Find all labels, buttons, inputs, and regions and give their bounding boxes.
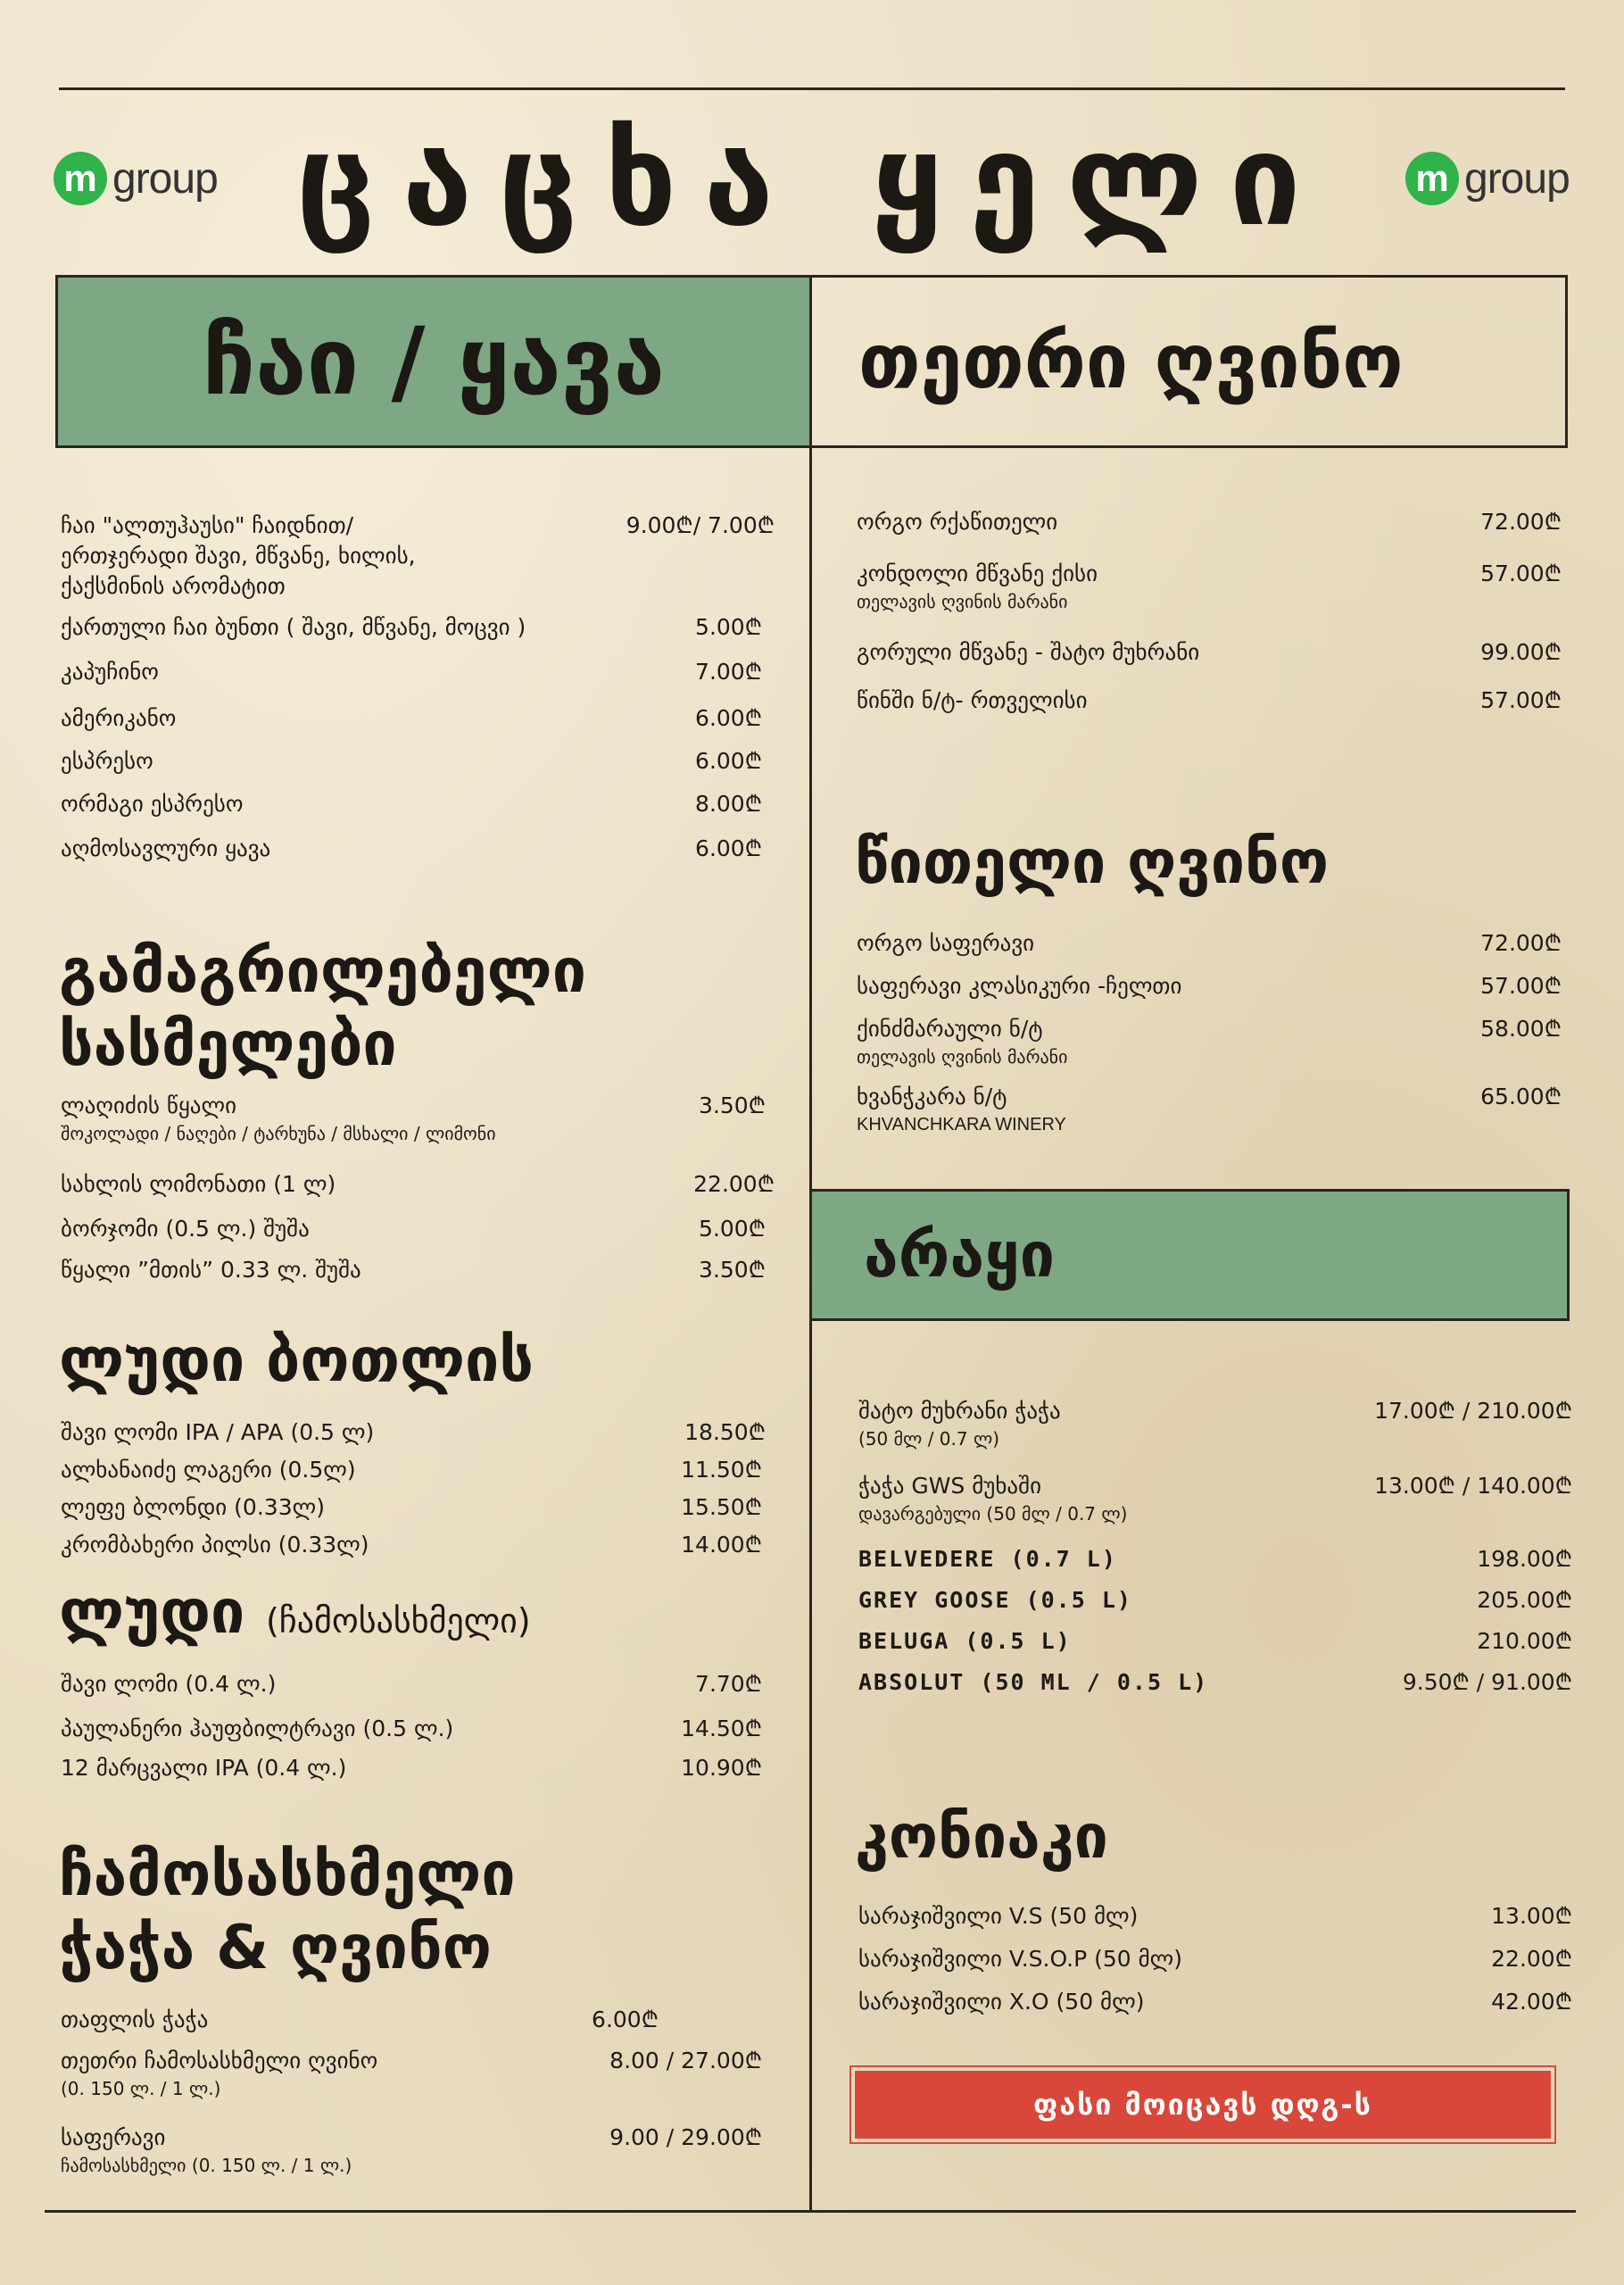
item-name: სარაჯიშვილი V.S.O.P (50 მლ) bbox=[858, 1946, 1183, 1972]
logo-mark-icon: m bbox=[1405, 152, 1459, 205]
item-price: 15.50₾ bbox=[681, 1494, 762, 1520]
item-price: 14.00₾ bbox=[681, 1532, 762, 1558]
menu-item bbox=[858, 1585, 1572, 1616]
item-price: 6.00₾ bbox=[592, 2007, 659, 2032]
menu-item bbox=[61, 2123, 762, 2178]
item-winery: KHVANCHKARA WINERY bbox=[857, 1115, 1066, 1134]
menu-item bbox=[61, 1091, 766, 1146]
menu-item bbox=[61, 1714, 762, 1744]
bottom-rule bbox=[45, 2210, 1576, 2213]
item-name: შავი ლომი (0.4 ლ.) bbox=[61, 1671, 277, 1697]
item-name: სარაჯიშვილი X.O (50 მლ) bbox=[858, 1989, 1145, 2015]
item-name: სარაჯიშვილი V.S (50 მლ) bbox=[858, 1903, 1139, 1929]
draft-beer-title-main: ლუდი bbox=[59, 1577, 245, 1648]
menu-item bbox=[857, 1014, 1562, 1069]
menu-item bbox=[858, 1987, 1572, 2017]
item-name: საფერავი bbox=[61, 2124, 166, 2150]
item-subtitle: დავარგებული (50 მლ / 0.7 ლ) bbox=[858, 1503, 1128, 1525]
item-name: კაპუჩინო bbox=[61, 659, 159, 685]
item-price: 22.00₾ bbox=[693, 1171, 775, 1197]
menu-item bbox=[61, 657, 762, 687]
white-wine-title: თეთრი ღვინო bbox=[858, 318, 1404, 405]
item-price: 13.00₾ / 140.00₾ bbox=[1374, 1473, 1572, 1499]
item-name: ბორჯომი (0.5 ლ.) შუშა bbox=[61, 1216, 310, 1242]
item-price: 7.70₾ bbox=[695, 1671, 762, 1697]
logo-right bbox=[1405, 152, 1570, 205]
menu-item bbox=[857, 928, 1562, 959]
menu-item bbox=[61, 1169, 775, 1200]
item-price: 3.50₾ bbox=[699, 1257, 766, 1283]
item-price: 6.00₾ bbox=[695, 748, 762, 774]
item-subtitle: ჩამოსასხმელი (0. 150 ლ. / 1 ლ.) bbox=[61, 2155, 352, 2176]
item-subtitle: შოკოლადი / ნაღები / ტარხუნა / მსხალი / ლიმონი bbox=[61, 1123, 496, 1144]
spirits-header-box bbox=[809, 1189, 1570, 1321]
bottled-beer-title: ლუდი ბოთლის bbox=[59, 1325, 534, 1396]
menu-item bbox=[61, 1214, 766, 1244]
menu-item bbox=[857, 1082, 1562, 1137]
item-price: 198.00₾ bbox=[1477, 1546, 1572, 1572]
soft-drinks-title-line2: სასმელები bbox=[59, 1010, 397, 1080]
menu-item bbox=[61, 1417, 766, 1448]
item-name: ალხანაიძე ლაგერი (0.5ლ) bbox=[61, 1457, 356, 1483]
item-name: BELUGA (0.5 L) bbox=[858, 1628, 1072, 1654]
item-name: საფერავი კლასიკური -ჩელთი bbox=[857, 973, 1182, 999]
item-name: შავი ლომი IPA / APA (0.5 ლ) bbox=[61, 1419, 375, 1445]
item-name: სახლის ლიმონათი (1 ლ) bbox=[61, 1171, 336, 1197]
item-name: კონდოლი მწვანე ქისი bbox=[857, 561, 1098, 586]
item-price: 210.00₾ bbox=[1477, 1628, 1572, 1654]
item-subtitle: თელავის ღვინის მარანი bbox=[857, 591, 1068, 612]
logo-word: group bbox=[1464, 154, 1570, 203]
item-price: 6.00₾ bbox=[695, 705, 762, 731]
item-price: 57.00₾ bbox=[1480, 973, 1562, 999]
item-price: 14.50₾ bbox=[681, 1716, 762, 1741]
item-price: 72.00₾ bbox=[1480, 509, 1562, 535]
item-name: 12 მარცვალი IPA (0.4 ლ.) bbox=[61, 1755, 347, 1781]
menu-item bbox=[61, 1669, 762, 1699]
menu-item bbox=[61, 2046, 762, 2101]
spirits-title: არაყი bbox=[864, 1218, 1056, 1292]
white-wine-header-box bbox=[809, 275, 1568, 448]
item-price: 5.00₾ bbox=[699, 1216, 766, 1242]
item-name: აღმოსავლური ყავა bbox=[61, 835, 271, 861]
cognac-title: კონიაკი bbox=[855, 1802, 1108, 1873]
item-price: 9.50₾ / 91.00₾ bbox=[1402, 1669, 1572, 1695]
menu-item bbox=[858, 1544, 1572, 1575]
item-name: ხვანჭკარა ნ/ტ bbox=[857, 1084, 1007, 1109]
logo-left bbox=[54, 152, 218, 205]
item-price: 205.00₾ bbox=[1477, 1587, 1572, 1613]
item-name: ABSOLUT (50 ML / 0.5 L) bbox=[858, 1669, 1209, 1695]
item-subtitle: თელავის ღვინის მარანი bbox=[857, 1046, 1068, 1068]
draft-chacha-wine-title-line1: ჩამოსასხმელი bbox=[59, 1840, 516, 1910]
soft-drinks-title bbox=[59, 935, 586, 1082]
menu-item bbox=[61, 1530, 762, 1560]
item-price: 11.50₾ bbox=[681, 1457, 762, 1483]
item-name: BELVEDERE (0.7 L) bbox=[858, 1546, 1117, 1572]
item-name: კრომბახერი პილსი (0.33ლ) bbox=[61, 1532, 369, 1558]
item-name: თაფლის ჭაჭა bbox=[61, 2007, 209, 2032]
item-price: 22.00₾ bbox=[1491, 1946, 1572, 1972]
menu-item bbox=[858, 1944, 1572, 1974]
page-title: ცაცხა ყელი bbox=[296, 107, 1328, 254]
item-name: თეთრი ჩამოსასხმელი ღვინო bbox=[61, 2048, 378, 2073]
item-price: 6.00₾ bbox=[695, 835, 762, 861]
item-price: 18.50₾ bbox=[684, 1419, 766, 1445]
menu-item bbox=[857, 971, 1562, 1001]
item-name: ჭაჭა GWS მუხაში bbox=[858, 1473, 1042, 1499]
item-name: პაულანერი ჰაუფბილტრავი (0.5 ლ.) bbox=[61, 1716, 454, 1741]
menu-item bbox=[857, 686, 1562, 716]
item-name: ჩაი "ალთუჰაუსი" ჩაიდნით/ ერთჯერადი შავი, მწვანე, ხილის, ქაქსმინის არომატით bbox=[61, 512, 416, 599]
red-wine-title: წითელი ღვინო bbox=[855, 827, 1330, 898]
item-price: 65.00₾ bbox=[1480, 1084, 1562, 1109]
menu-item bbox=[61, 2005, 659, 2035]
item-price: 57.00₾ bbox=[1480, 561, 1562, 586]
menu-item bbox=[61, 834, 762, 864]
item-subtitle: (50 მლ / 0.7 ლ) bbox=[858, 1428, 1000, 1450]
item-price: 7.00₾ bbox=[695, 659, 762, 685]
menu-item bbox=[858, 1667, 1572, 1698]
item-name: ორგო საფერავი bbox=[857, 930, 1035, 956]
item-price: 57.00₾ bbox=[1480, 687, 1562, 713]
logo-mark-icon: m bbox=[54, 152, 107, 205]
item-name: წყალი ”მთის” 0.33 ლ. შუშა bbox=[61, 1257, 361, 1283]
menu-item bbox=[858, 1471, 1572, 1526]
menu-item bbox=[61, 511, 775, 602]
item-price: 8.00 / 27.00₾ bbox=[609, 2048, 762, 2073]
soft-drinks-title-line1: გამაგრილებელი bbox=[59, 936, 587, 1007]
item-name: ქართული ჩაი ბუნთი ( შავი, მწვანე, მოცვი ) bbox=[61, 614, 526, 640]
item-price: 5.00₾ bbox=[695, 614, 762, 640]
tea-coffee-header-box bbox=[55, 275, 812, 448]
item-name: GREY GOOSE (0.5 L) bbox=[858, 1587, 1132, 1613]
item-price: 8.00₾ bbox=[695, 791, 762, 817]
item-price: 17.00₾ / 210.00₾ bbox=[1374, 1398, 1572, 1424]
item-name: წინში ნ/ტ- რთველისი bbox=[857, 687, 1088, 713]
menu-item bbox=[61, 1753, 762, 1783]
item-name: ამერიკანო bbox=[61, 705, 177, 731]
item-price: 58.00₾ bbox=[1480, 1016, 1562, 1042]
item-price: 9.00₾/ 7.00₾ bbox=[626, 512, 775, 538]
item-name: ლაღიძის წყალი bbox=[61, 1093, 237, 1118]
item-name: ორმაგი ესპრესო bbox=[61, 791, 244, 817]
item-name: ქინძმარაული ნ/ტ bbox=[857, 1016, 1043, 1042]
menu-item bbox=[858, 1626, 1572, 1657]
item-price: 42.00₾ bbox=[1491, 1989, 1572, 2015]
menu-item bbox=[61, 746, 762, 777]
menu-item bbox=[857, 637, 1562, 668]
item-price: 72.00₾ bbox=[1480, 930, 1562, 956]
menu-item bbox=[61, 1492, 762, 1523]
item-price: 10.90₾ bbox=[681, 1755, 762, 1781]
item-name: ესპრესო bbox=[61, 748, 153, 774]
item-name: შატო მუხრანი ჭაჭა bbox=[858, 1398, 1061, 1424]
top-rule bbox=[59, 87, 1565, 90]
menu-item bbox=[857, 507, 1562, 537]
item-name: გორული მწვანე - შატო მუხრანი bbox=[857, 639, 1200, 665]
item-name: ორგო რქაწითელი bbox=[857, 509, 1058, 535]
draft-chacha-wine-title-line2: ჭაჭა & ღვინო bbox=[59, 1913, 492, 1983]
menu-item bbox=[61, 1255, 766, 1285]
item-price: 3.50₾ bbox=[699, 1093, 766, 1118]
draft-chacha-wine-title bbox=[59, 1839, 516, 1985]
menu-item bbox=[858, 1396, 1572, 1451]
menu-item bbox=[61, 612, 762, 643]
menu-item bbox=[61, 703, 762, 734]
draft-beer-title bbox=[59, 1576, 531, 1658]
menu-item bbox=[858, 1901, 1572, 1932]
item-price: 9.00 / 29.00₾ bbox=[609, 2124, 762, 2150]
logo-word: group bbox=[112, 154, 218, 203]
menu-item bbox=[857, 559, 1562, 614]
draft-beer-title-sub: (ჩამოსასხმელი) bbox=[266, 1601, 531, 1641]
tea-coffee-title: ჩაი / ყავა bbox=[202, 307, 666, 416]
item-price: 13.00₾ bbox=[1491, 1903, 1572, 1929]
item-name: ლეფე ბლონდი (0.33ლ) bbox=[61, 1494, 325, 1520]
menu-item bbox=[61, 1455, 762, 1485]
item-price: 99.00₾ bbox=[1480, 639, 1562, 665]
menu-item bbox=[61, 789, 762, 819]
vat-included-banner: ფასი მოიცავს დღგ-ს bbox=[855, 2071, 1551, 2139]
item-subtitle: (0. 150 ლ. / 1 ლ.) bbox=[61, 2078, 221, 2099]
